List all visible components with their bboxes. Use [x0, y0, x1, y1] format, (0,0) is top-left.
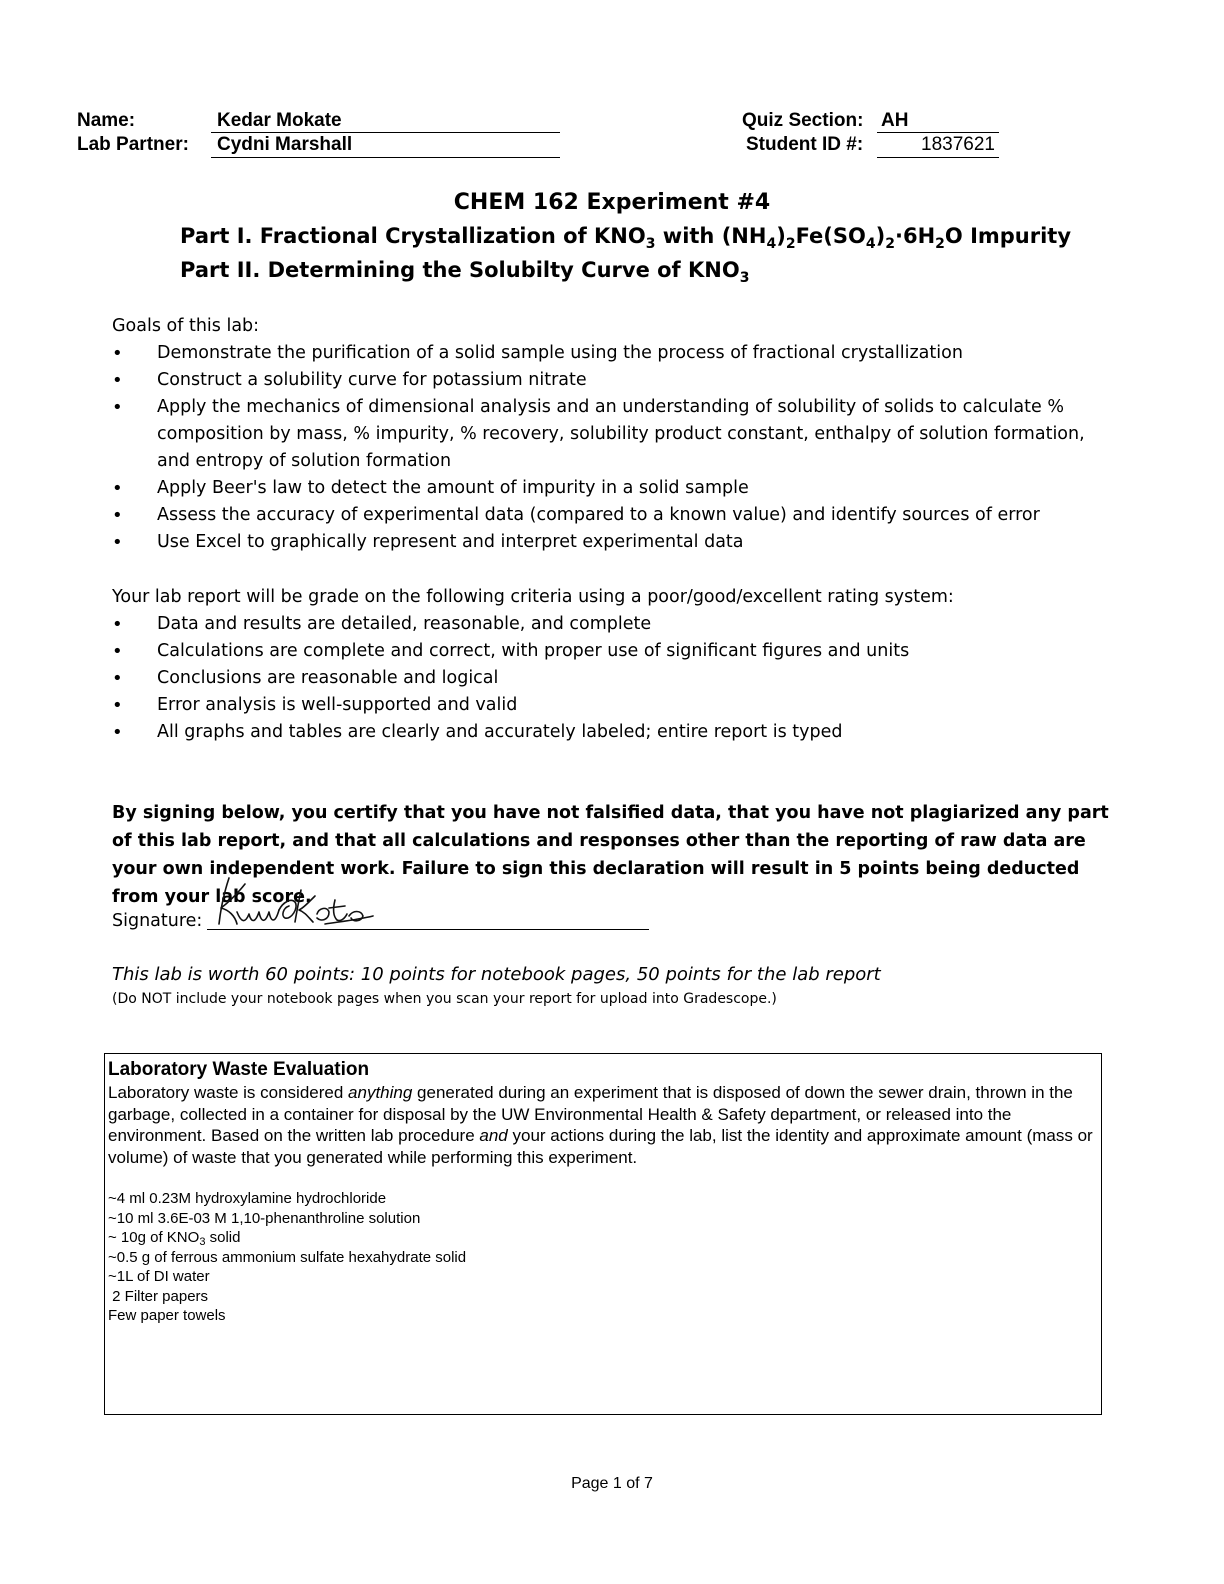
- criteria-list: [112, 611, 1112, 746]
- student-id-value: 1837621: [921, 134, 995, 155]
- lab-partner-underline: [211, 157, 560, 158]
- list-item: Few paper towels: [108, 1307, 226, 1324]
- points-subnote: (Do NOT include your notebook pages when you scan your report for upload into Gradescope.): [112, 991, 777, 1007]
- goals-heading: Goals of this lab:: [112, 316, 260, 336]
- waste-description: Laboratory waste is considered anything generated during an experiment that is disposed of down the sewer drain, thrown in the garbage, collected in a container for disposal by the UW Environmental Health & Safety department, or released into the environment. Based on the written lab procedure and your actions during the lab, list the identity and approximate amount (mass or volume) of waste that you generated while performing this experiment.: [108, 1083, 1093, 1167]
- list-item: ~4 ml 0.23M hydroxylamine hydrochloride: [108, 1190, 387, 1207]
- waste-evaluation-box: [104, 1053, 1102, 1415]
- points-note: This lab is worth 60 points: 10 points for notebook pages, 50 points for the lab report: [112, 964, 881, 985]
- waste-title: Laboratory Waste Evaluation: [108, 1059, 370, 1080]
- quiz-section-value: AH: [881, 110, 909, 131]
- list-item: ~10 ml 3.6E-03 M 1,10-phenanthroline solution: [108, 1209, 421, 1227]
- list-item: • Construct a solubility curve for potassium nitrate: [112, 367, 1112, 394]
- name-value: Kedar Mokate: [217, 110, 342, 131]
- title-part-one: Part I. Fractional Crystallization of $KNO_3$ with $(NH_4)_2Fe(SO_4)_2\cdot 6H_2O$ Impurity: [180, 224, 1072, 252]
- list-item: • Error analysis is well-supported and valid: [112, 692, 1112, 719]
- lab-partner-label: Lab Partner:: [77, 134, 189, 155]
- list-item: 2 Filter papers: [108, 1287, 209, 1305]
- list-item: ~1L of DI water: [108, 1268, 210, 1285]
- list-item: • Data and results are detailed, reasonable, and complete: [112, 611, 1112, 638]
- page-number: Page 1 of 7: [571, 1475, 653, 1492]
- list-item: • Conclusions are reasonable and logical: [112, 665, 1112, 692]
- list-item: • Calculations are complete and correct, with proper use of significant figures and units: [112, 638, 1112, 665]
- list-item: • Apply Beer's law to detect the amount of impurity in a solid sample: [112, 475, 1112, 502]
- lab-partner-value: Cydni Marshall: [217, 134, 353, 155]
- signature-label: Signature:: [112, 911, 203, 931]
- name-underline: [211, 132, 560, 133]
- student-id-underline: [877, 157, 999, 158]
- list-item: • Use Excel to graphically represent and interpret experimental data: [112, 529, 1112, 556]
- academic-integrity-declaration: By signing below, you certify that you have not falsified data, that you have not plagiarized any part of this lab report, and that all calculations and responses other than the reporting of raw data are your own independent work. Failure to sign this declaration will result in 5 points being deducted from your lab score.: [112, 803, 1109, 907]
- list-item: • Apply the mechanics of dimensional analysis and an understanding of solubility of solids to calculate % composition by mass, % impurity, % recovery, solubility product constant, enthalpy of solution formation, and entropy of solution formation: [112, 394, 1112, 475]
- student-id-label: Student ID #:: [746, 134, 864, 155]
- list-item: • Assess the accuracy of experimental data (compared to a known value) and identify sources of error: [112, 502, 1112, 529]
- criteria-heading: Your lab report will be grade on the following criteria using a poor/good/excellent rating system:: [112, 587, 954, 607]
- quiz-section-label: Quiz Section:: [742, 110, 864, 131]
- goals-list: [112, 340, 1112, 556]
- list-item: • All graphs and tables are clearly and accurately labeled; entire report is typed: [112, 719, 1112, 746]
- handwritten-signature: [207, 872, 377, 934]
- quiz-section-underline: [877, 132, 999, 133]
- page-title: CHEM 162 Experiment #4: [453, 190, 771, 215]
- list-item: ~ 10g of $KNO_3$ solid: [108, 1229, 241, 1248]
- waste-list: [108, 1189, 1088, 1326]
- list-item: ~0.5 g of ferrous ammonium sulfate hexahydrate solid: [108, 1248, 467, 1266]
- name-label: Name:: [77, 110, 136, 131]
- list-item: • Demonstrate the purification of a solid sample using the process of fractional crystallization: [112, 340, 1112, 367]
- title-part-two: Part II. Determining the Solubilty Curve of $KNO_3$: [180, 258, 750, 286]
